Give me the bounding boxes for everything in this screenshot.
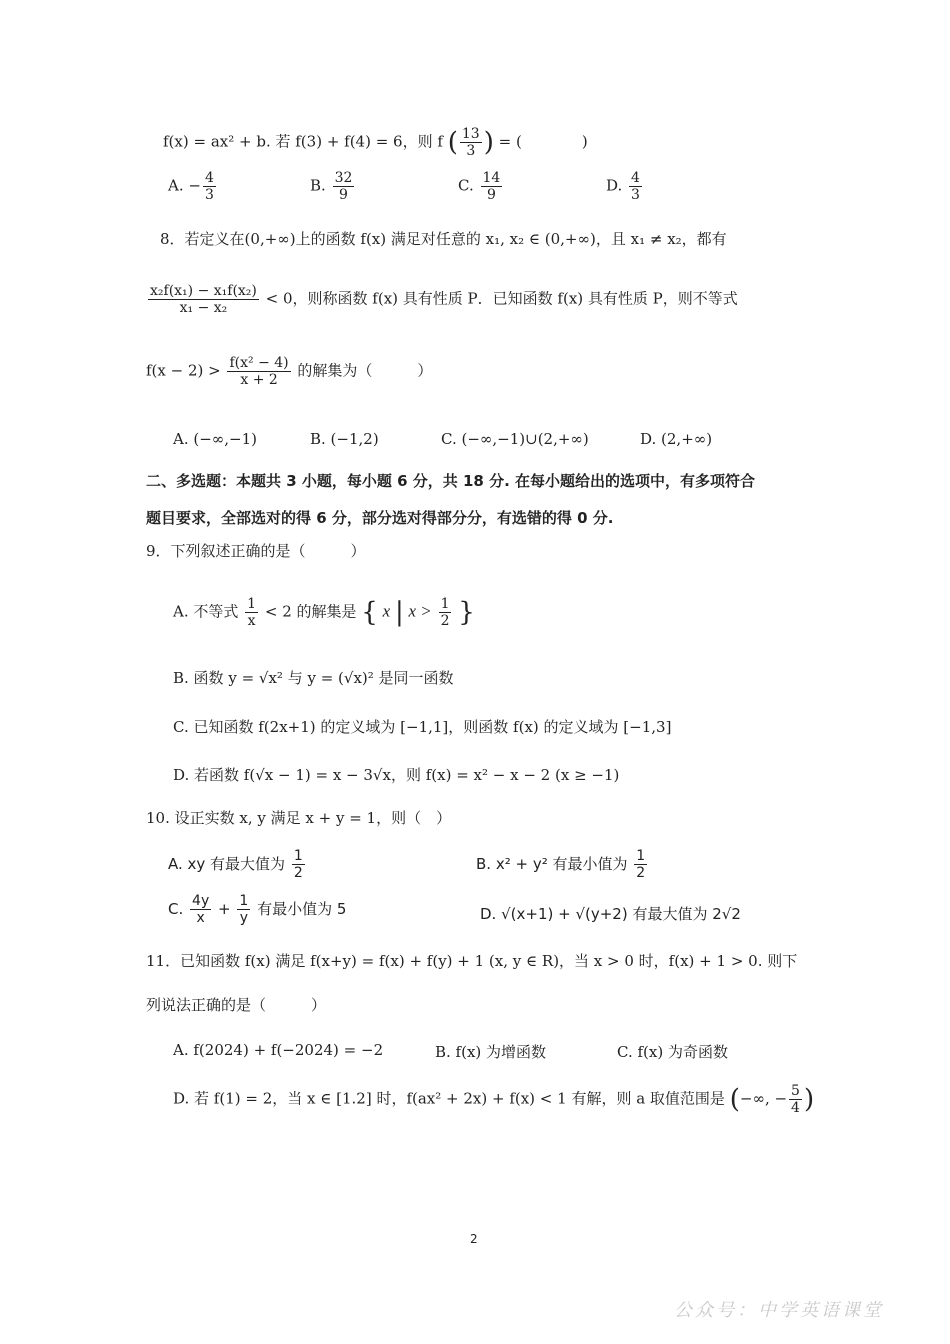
fraction-denominator: x + 2	[240, 372, 278, 389]
q7-option-b	[310, 170, 356, 203]
option-fraction	[481, 170, 503, 203]
fraction-denominator: 3	[204, 187, 214, 204]
plus-sign: +	[218, 900, 231, 919]
q11-stem-line1: 11．已知函数 f(x) 满足 f(x+y) = f(x) + f(y) + 1 (x, y ∈ R)，当 x > 0 时，f(x) + 1 > 0. 则下	[146, 952, 798, 970]
q8-ineq-left: f(x − 2) >	[146, 361, 221, 380]
set-variable: x	[382, 601, 391, 621]
brace-right-icon: }	[458, 597, 475, 628]
fraction-denominator: y	[239, 910, 248, 927]
option-label: A.	[168, 176, 184, 195]
q11-option-c: C. f(x) 为奇函数	[617, 1043, 728, 1061]
option-label: C.	[458, 176, 474, 195]
option-fraction	[237, 893, 250, 926]
paren-right-icon: )	[483, 127, 494, 158]
q9-option-b: B. 函数 y = √x² 与 y = (√x)² 是同一函数	[173, 669, 454, 687]
option-text: A. 不等式	[173, 602, 239, 621]
option-fraction	[789, 1083, 802, 1116]
fraction-numerator: 32	[334, 170, 353, 186]
interval-text: −∞, −	[739, 1089, 788, 1108]
bar-icon: |	[394, 597, 404, 628]
q9-option-a	[173, 596, 475, 629]
option-fraction	[634, 848, 647, 881]
q8-stem-line1: 8．若定义在(0,+∞)上的函数 f(x) 满足对任意的 x₁, x₂ ∈ (0,+∞)，且 x₁ ≠ x₂，都有	[160, 230, 727, 248]
q11-option-a: A. f(2024) + f(−2024) = −2	[173, 1041, 384, 1059]
q9-stem: 9．下列叙述正确的是（ ）	[146, 542, 366, 560]
fraction-denominator: 2	[293, 865, 303, 882]
fraction-denominator: 3	[466, 143, 476, 160]
option-fraction	[190, 893, 211, 926]
q10-option-b	[476, 848, 649, 881]
option-text: 有最小值为 5	[257, 900, 347, 919]
q7-stem-fraction	[460, 126, 482, 159]
fraction-denominator: x₁ − x₂	[179, 300, 228, 317]
option-fraction	[203, 170, 216, 203]
q8-stem-line2	[146, 283, 738, 316]
q11-option-b: B. f(x) 为增函数	[435, 1043, 547, 1061]
q8-option-c: C. (−∞,−1)∪(2,+∞)	[441, 430, 589, 448]
option-text: A. xy 有最大值为	[168, 855, 286, 874]
q7-option-c	[458, 170, 504, 203]
q8-property-fraction	[148, 283, 259, 316]
option-fraction	[245, 596, 258, 629]
q8-option-a: A. (−∞,−1)	[173, 430, 258, 448]
minus-sign: −	[188, 176, 201, 195]
fraction-denominator: 9	[339, 187, 348, 204]
q8-ineq-rest: 的解集为（ ）	[297, 361, 433, 380]
option-fraction	[292, 848, 305, 881]
watermark: 公众号：中学英语课堂	[674, 1300, 884, 1321]
fraction-numerator: 1	[440, 596, 450, 612]
q7-stem	[163, 126, 588, 159]
fraction-denominator: 2	[636, 865, 646, 882]
fraction-denominator: 2	[440, 613, 450, 630]
fraction-denominator: x	[196, 910, 205, 927]
q10-option-c	[168, 893, 346, 926]
brace-left-icon: {	[361, 597, 378, 628]
fraction-numerator: 4	[631, 170, 640, 186]
q8-inequality	[146, 355, 432, 388]
fraction-numerator: 4	[204, 170, 214, 186]
paren-left-icon: (	[729, 1084, 740, 1115]
fraction-numerator: 1	[239, 893, 249, 909]
fraction-numerator: 4y	[192, 893, 210, 909]
section2-heading-line1: 二、多选题：本题共 3 小题，每小题 6 分，共 18 分. 在每小题给出的选项中，有多项符合	[146, 472, 756, 490]
paren-left-icon: (	[447, 127, 458, 158]
paren-right-icon: )	[803, 1084, 815, 1115]
section2-heading-line2: 题目要求，全部选对的得 6 分，部分选对得部分分，有选错的得 0 分.	[146, 509, 614, 527]
option-label: B.	[310, 176, 326, 195]
q11-stem-line2: 列说法正确的是（ ）	[146, 996, 327, 1014]
page-number: 2	[470, 1232, 478, 1246]
fraction-numerator: x₂f(x₁) − x₁f(x₂)	[150, 283, 257, 299]
q7-option-d	[606, 170, 644, 203]
fraction-numerator: 1	[247, 596, 257, 612]
option-label: C.	[168, 900, 184, 919]
fraction-numerator: f(x² − 4)	[229, 355, 289, 371]
set-condition: x >	[408, 601, 432, 621]
fraction-denominator: 9	[486, 187, 496, 204]
q10-option-a	[168, 848, 307, 881]
q10-option-d: D. √(x+1) + √(y+2) 有最大值为 2√2	[480, 905, 741, 923]
option-fraction	[333, 170, 355, 203]
q10-stem: 10. 设正实数 x, y 满足 x + y = 1，则（ ）	[146, 809, 452, 827]
q8-stem-line2-text: < 0，则称函数 f(x) 具有性质 P．已知函数 f(x) 具有性质 P，则不等式	[265, 289, 738, 308]
option-text: D. 若 f(1) = 2，当 x ∈ [1.2] 时，f(ax² + 2x) + f(x) < 1 有解，则 a 取值范围是	[173, 1089, 725, 1108]
fraction-denominator: x	[247, 613, 256, 630]
fraction-numerator: 1	[636, 848, 646, 864]
q8-option-d: D. (2,+∞)	[640, 430, 713, 448]
q7-stem-text: f(x) = ax² + b. 若 f(3) + f(4) = 6，则 f	[163, 132, 443, 151]
q11-option-d	[173, 1083, 814, 1116]
q7-answer-blank: = ( )	[498, 132, 588, 151]
option-text: B. x² + y² 有最小值为	[476, 855, 628, 874]
fraction-denominator: 3	[631, 187, 640, 204]
fraction-numerator: 1	[293, 848, 303, 864]
fraction-numerator: 5	[791, 1083, 800, 1099]
set-fraction	[439, 596, 452, 629]
fraction-denominator: 4	[791, 1100, 800, 1117]
q8-ineq-fraction	[227, 355, 290, 388]
q7-option-a	[168, 170, 218, 203]
fraction-numerator: 14	[482, 170, 501, 186]
q8-option-b: B. (−1,2)	[310, 430, 379, 448]
q9-option-d: D. 若函数 f(√x − 1) = x − 3√x，则 f(x) = x² − x − 2 (x ≥ −1)	[173, 766, 620, 784]
fraction-numerator: 13	[461, 126, 480, 142]
option-text: < 2 的解集是	[264, 602, 357, 621]
option-fraction	[629, 170, 642, 203]
option-label: D.	[606, 176, 623, 195]
q9-option-c: C. 已知函数 f(2x+1) 的定义域为 [−1,1]，则函数 f(x) 的定义域为 [−1,3]	[173, 718, 672, 736]
